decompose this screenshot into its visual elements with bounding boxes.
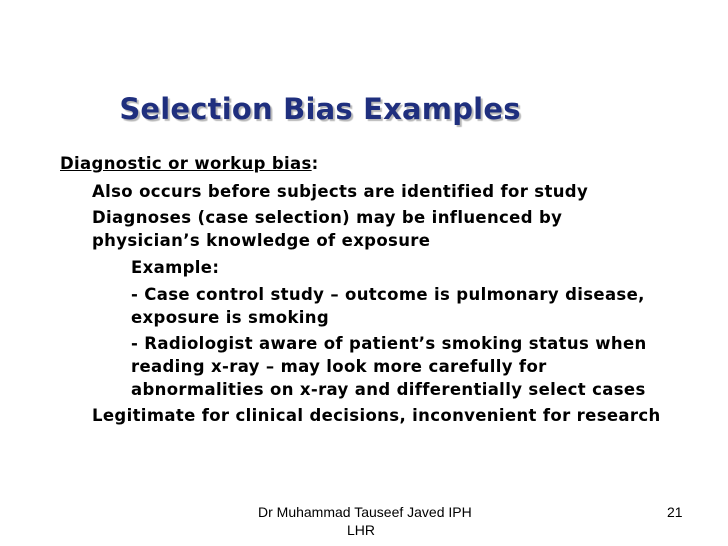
page-number: 21 — [667, 504, 683, 520]
sub-bullet-line: abnormalities on x-ray and differentially select cases — [131, 380, 646, 399]
bullet-line: Legitimate for clinical decisions, inconvenient for research — [92, 406, 661, 425]
heading-line — [60, 154, 319, 173]
sub-bullet-line: - Case control study – outcome is pulmonary disease, — [131, 285, 645, 304]
heading-colon: : — [311, 154, 319, 173]
heading-text: Diagnostic or workup bias — [60, 154, 312, 173]
bullet-line: physician’s knowledge of exposure — [92, 231, 431, 250]
bullet-line: Also occurs before subjects are identified for study — [92, 182, 589, 201]
footer-author: Dr Muhammad Tauseef Javed IPH — [258, 504, 472, 520]
sub-bullet-line: reading x-ray – may look more carefully for — [131, 357, 547, 376]
sub-bullet-line: - Radiologist aware of patient’s smoking status when — [131, 334, 647, 353]
slide-title: Selection Bias Examples — [119, 92, 521, 126]
sub-bullet-line: exposure is smoking — [131, 308, 330, 327]
footer-author-line2: LHR — [347, 522, 376, 538]
sub-bullet-line: Example: — [131, 258, 220, 277]
bullet-line: Diagnoses (case selection) may be influenced by — [92, 208, 563, 227]
